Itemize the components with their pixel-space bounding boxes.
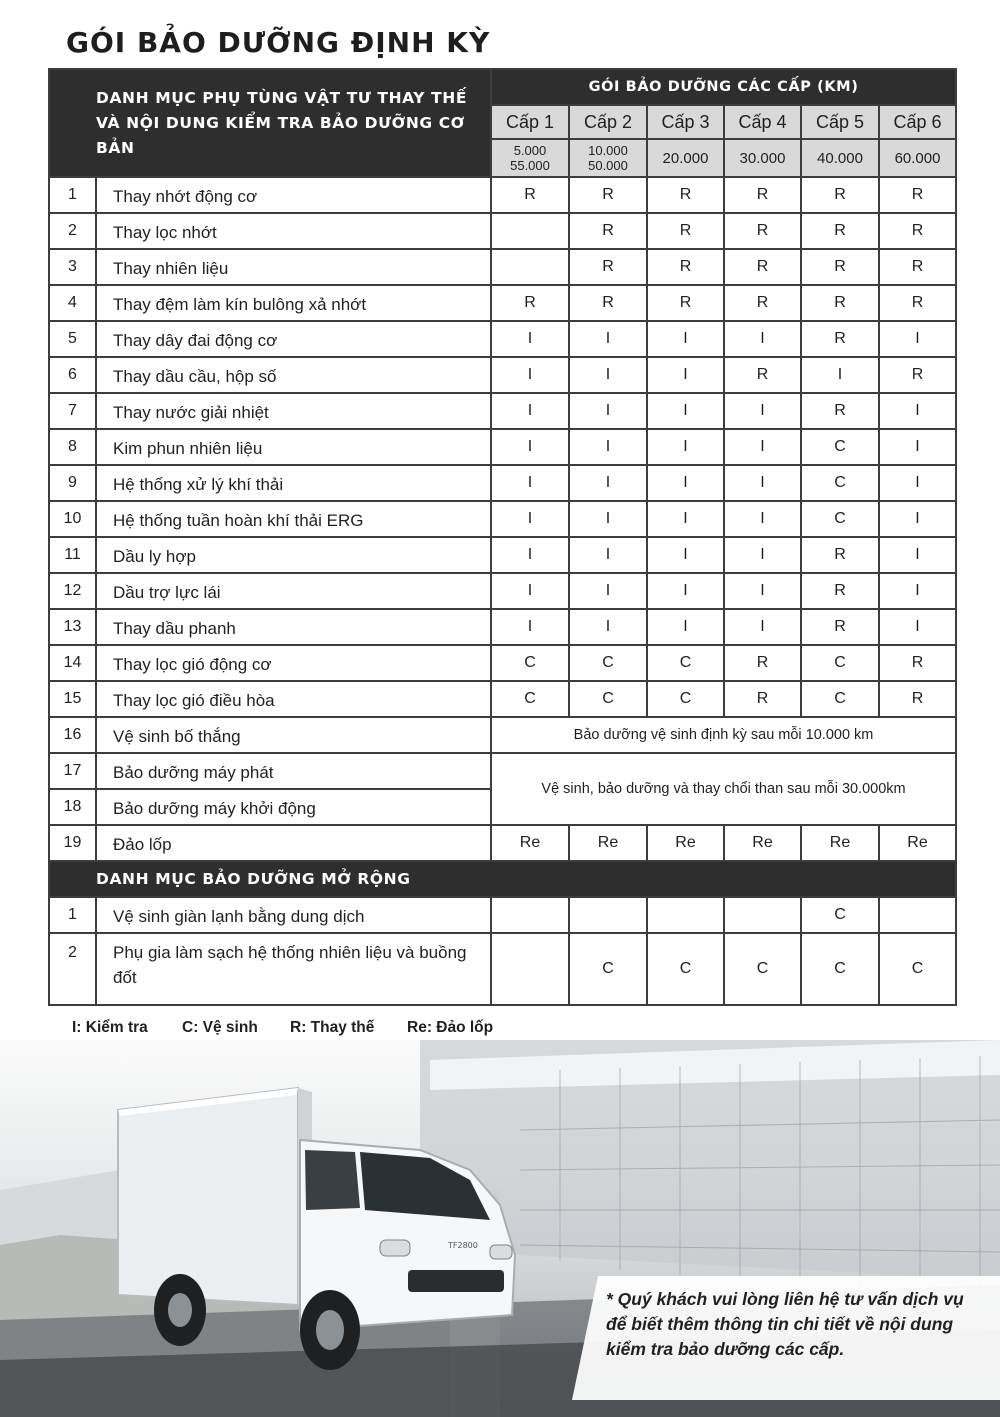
- row-number: 12: [49, 573, 96, 609]
- level-value: I: [724, 465, 801, 501]
- level-value: I: [879, 609, 956, 645]
- km-value: 30.000: [739, 149, 786, 167]
- level-value: I: [724, 609, 801, 645]
- level-header-2: Cấp 2: [569, 105, 647, 139]
- level-value: [491, 897, 569, 933]
- row-number: 1: [49, 177, 96, 213]
- row-number: 8: [49, 429, 96, 465]
- disclaimer-text: * Quý khách vui lòng liên hệ tư vấn dịch vụ để biết thêm thông tin chi tiết về nội dung kiểm tra bảo dưỡng các cấp.: [606, 1289, 964, 1359]
- item-name: Hệ thống xử lý khí thải: [96, 465, 491, 501]
- level-value: C: [491, 681, 569, 717]
- row-number: 9: [49, 465, 96, 501]
- level-value: C: [801, 933, 879, 1005]
- item-name: Vệ sinh bố thắng: [96, 717, 491, 753]
- level-value: I: [491, 609, 569, 645]
- level-value: C: [801, 645, 879, 681]
- level-value: R: [801, 321, 879, 357]
- table-row: [49, 213, 956, 249]
- level-value: I: [647, 393, 724, 429]
- km-value: 60.000: [894, 149, 941, 167]
- level-value: Re: [647, 825, 724, 861]
- item-name: Bảo dưỡng máy khởi động: [96, 789, 491, 825]
- level-value: I: [491, 357, 569, 393]
- row-number: 14: [49, 645, 96, 681]
- truck-badge: TF2800: [448, 1241, 478, 1250]
- item-name: Thay nhiên liệu: [96, 249, 491, 285]
- table-row: [49, 825, 956, 861]
- item-name: Thay đệm làm kín bulông xả nhớt: [96, 285, 491, 321]
- level-value: Re: [801, 825, 879, 861]
- level-value: C: [491, 645, 569, 681]
- level-value: R: [491, 285, 569, 321]
- level-value: I: [569, 429, 647, 465]
- level-value: I: [879, 501, 956, 537]
- level-value: I: [724, 573, 801, 609]
- level-value: R: [879, 681, 956, 717]
- extended-category-header: DANH MỤC BẢO DƯỠNG MỞ RỘNG: [49, 861, 956, 897]
- item-name: Dầu ly hợp: [96, 537, 491, 573]
- table-row: [49, 501, 956, 537]
- row-number: 1: [49, 897, 96, 933]
- item-name: Bảo dưỡng máy phát: [96, 753, 491, 789]
- item-name: Thay nhớt động cơ: [96, 177, 491, 213]
- level-value: I: [647, 501, 724, 537]
- row-number: 2: [49, 213, 96, 249]
- item-name: Thay lọc gió động cơ: [96, 645, 491, 681]
- item-name: Phụ gia làm sạch hệ thống nhiên liệu và buồng đốt: [96, 933, 491, 1005]
- level-value: I: [569, 501, 647, 537]
- row-number: 17: [49, 753, 96, 789]
- level-value: C: [801, 465, 879, 501]
- table-row: [49, 285, 956, 321]
- level-header-6: Cấp 6: [879, 105, 956, 139]
- level-value: R: [879, 213, 956, 249]
- level-value: R: [879, 357, 956, 393]
- level-value: C: [801, 429, 879, 465]
- legend-replace: R: Thay thế: [290, 1019, 375, 1036]
- table-row: [49, 537, 956, 573]
- item-name: Thay dầu cầu, hộp số: [96, 357, 491, 393]
- level-value: I: [647, 609, 724, 645]
- table-row: [49, 177, 956, 213]
- item-name: Thay dầu phanh: [96, 609, 491, 645]
- item-name: Thay dây đai động cơ: [96, 321, 491, 357]
- level-value: R: [647, 213, 724, 249]
- table-row: [49, 933, 956, 1005]
- level-value: R: [801, 609, 879, 645]
- level-value: R: [647, 249, 724, 285]
- level-value: R: [724, 681, 801, 717]
- level-value: I: [879, 573, 956, 609]
- level-value: R: [801, 573, 879, 609]
- level-value: R: [724, 285, 801, 321]
- level-value: R: [569, 213, 647, 249]
- level-value: [491, 933, 569, 1005]
- level-value: C: [801, 681, 879, 717]
- km-value: 20.000: [662, 149, 709, 167]
- km-value: 10.000: [588, 143, 628, 158]
- level-value: I: [724, 321, 801, 357]
- level-value: C: [801, 897, 879, 933]
- level-value: I: [491, 429, 569, 465]
- level-value: R: [569, 249, 647, 285]
- level-value: I: [647, 465, 724, 501]
- level-value: [569, 897, 647, 933]
- km-value-repeat: 50.000: [588, 158, 628, 173]
- level-value: [879, 897, 956, 933]
- level-value: I: [647, 357, 724, 393]
- maintenance-table: [48, 68, 957, 1006]
- level-value: I: [647, 573, 724, 609]
- level-value: I: [569, 609, 647, 645]
- table-row: [49, 393, 956, 429]
- row-number: 15: [49, 681, 96, 717]
- level-value: I: [879, 465, 956, 501]
- level-value: I: [569, 537, 647, 573]
- level-value: C: [569, 645, 647, 681]
- km-header-3: [647, 139, 724, 177]
- level-value: R: [647, 285, 724, 321]
- km-header-6: [879, 139, 956, 177]
- level-value: Re: [879, 825, 956, 861]
- table-row: [49, 573, 956, 609]
- page-title: GÓI BẢO DƯỠNG ĐỊNH KỲ: [66, 26, 491, 59]
- km-header-1: [491, 139, 569, 177]
- row-number: 10: [49, 501, 96, 537]
- level-value: I: [569, 465, 647, 501]
- table-row: [49, 609, 956, 645]
- level-value: C: [647, 645, 724, 681]
- level-value: I: [724, 393, 801, 429]
- level-value: I: [647, 321, 724, 357]
- level-value: R: [801, 177, 879, 213]
- table-row: [49, 321, 956, 357]
- item-name: Thay lọc gió điều hòa: [96, 681, 491, 717]
- level-header-5: Cấp 5: [801, 105, 879, 139]
- table-row: [49, 465, 956, 501]
- level-value: R: [569, 177, 647, 213]
- legend-inspect: I: Kiểm tra: [72, 1019, 148, 1036]
- table-row: [49, 249, 956, 285]
- level-value: I: [801, 357, 879, 393]
- item-name: Thay nước giải nhiệt: [96, 393, 491, 429]
- level-value: C: [801, 501, 879, 537]
- level-value: I: [491, 501, 569, 537]
- level-value: R: [879, 285, 956, 321]
- level-value: C: [724, 933, 801, 1005]
- table-row: [49, 753, 956, 789]
- level-value: I: [491, 321, 569, 357]
- merged-note: Bảo dưỡng vệ sinh định kỳ sau mỗi 10.000 km: [491, 717, 956, 753]
- level-value: I: [647, 429, 724, 465]
- level-value: R: [879, 177, 956, 213]
- km-header-4: [724, 139, 801, 177]
- row-number: 18: [49, 789, 96, 825]
- level-value: I: [879, 537, 956, 573]
- level-value: R: [879, 249, 956, 285]
- item-name: Kim phun nhiên liệu: [96, 429, 491, 465]
- level-value: I: [491, 393, 569, 429]
- table-row: [49, 681, 956, 717]
- table-row: [49, 897, 956, 933]
- row-number: 7: [49, 393, 96, 429]
- level-value: R: [491, 177, 569, 213]
- level-value: R: [801, 393, 879, 429]
- legend-rotate: Re: Đảo lốp: [407, 1019, 494, 1036]
- level-value: C: [569, 933, 647, 1005]
- level-value: R: [724, 249, 801, 285]
- level-value: I: [724, 501, 801, 537]
- level-value: [491, 213, 569, 249]
- level-value: I: [724, 429, 801, 465]
- item-name: Thay lọc nhớt: [96, 213, 491, 249]
- level-value: R: [724, 645, 801, 681]
- row-number: 19: [49, 825, 96, 861]
- level-value: C: [647, 933, 724, 1005]
- level-value: I: [569, 573, 647, 609]
- level-value: I: [879, 321, 956, 357]
- level-value: C: [569, 681, 647, 717]
- level-value: [647, 897, 724, 933]
- package-levels-header: GÓI BẢO DƯỠNG CÁC CẤP (KM): [491, 69, 956, 105]
- level-value: I: [569, 393, 647, 429]
- row-number: 4: [49, 285, 96, 321]
- level-value: R: [801, 537, 879, 573]
- level-value: R: [801, 249, 879, 285]
- km-header-2: [569, 139, 647, 177]
- level-value: I: [647, 537, 724, 573]
- level-value: Re: [569, 825, 647, 861]
- level-header-3: Cấp 3: [647, 105, 724, 139]
- legend-clean: C: Vệ sinh: [182, 1019, 258, 1036]
- row-number: 11: [49, 537, 96, 573]
- table-row: [49, 357, 956, 393]
- level-value: C: [647, 681, 724, 717]
- level-value: Re: [724, 825, 801, 861]
- row-number: 6: [49, 357, 96, 393]
- level-value: I: [569, 321, 647, 357]
- level-value: R: [879, 645, 956, 681]
- km-value: 40.000: [817, 149, 863, 167]
- level-header-1: Cấp 1: [491, 105, 569, 139]
- level-value: I: [491, 465, 569, 501]
- km-header-5: [801, 139, 879, 177]
- level-value: I: [879, 393, 956, 429]
- level-value: I: [569, 357, 647, 393]
- level-value: R: [801, 285, 879, 321]
- table-row: [49, 429, 956, 465]
- level-value: I: [724, 537, 801, 573]
- level-value: R: [724, 357, 801, 393]
- level-header-4: Cấp 4: [724, 105, 801, 139]
- level-value: R: [647, 177, 724, 213]
- level-value: [491, 249, 569, 285]
- row-number: 13: [49, 609, 96, 645]
- row-number: 16: [49, 717, 96, 753]
- km-value: 5.000: [513, 143, 547, 158]
- item-name: Vệ sinh giàn lạnh bằng dung dịch: [96, 897, 491, 933]
- item-name: Dầu trợ lực lái: [96, 573, 491, 609]
- km-value-repeat: 55.000: [510, 158, 550, 173]
- merged-note: Vệ sinh, bảo dưỡng và thay chổi than sau mỗi 30.000km: [491, 753, 956, 825]
- row-number: 2: [49, 933, 96, 1005]
- row-number: 5: [49, 321, 96, 357]
- level-value: R: [801, 213, 879, 249]
- basic-category-header: DANH MỤC PHỤ TÙNG VẬT TƯ THAY THẾ VÀ NỘI DUNG KIỂM TRA BẢO DƯỠNG CƠ BẢN: [49, 69, 491, 177]
- table-row: [49, 645, 956, 681]
- level-value: [724, 897, 801, 933]
- row-number: 3: [49, 249, 96, 285]
- level-value: C: [879, 933, 956, 1005]
- section-header-row: [49, 861, 956, 897]
- item-name: Đảo lốp: [96, 825, 491, 861]
- level-value: I: [879, 429, 956, 465]
- level-value: I: [491, 537, 569, 573]
- level-value: R: [724, 213, 801, 249]
- level-value: R: [724, 177, 801, 213]
- table-row: [49, 717, 956, 753]
- level-value: R: [569, 285, 647, 321]
- item-name: Hệ thống tuần hoàn khí thải ERG: [96, 501, 491, 537]
- level-value: I: [491, 573, 569, 609]
- level-value: Re: [491, 825, 569, 861]
